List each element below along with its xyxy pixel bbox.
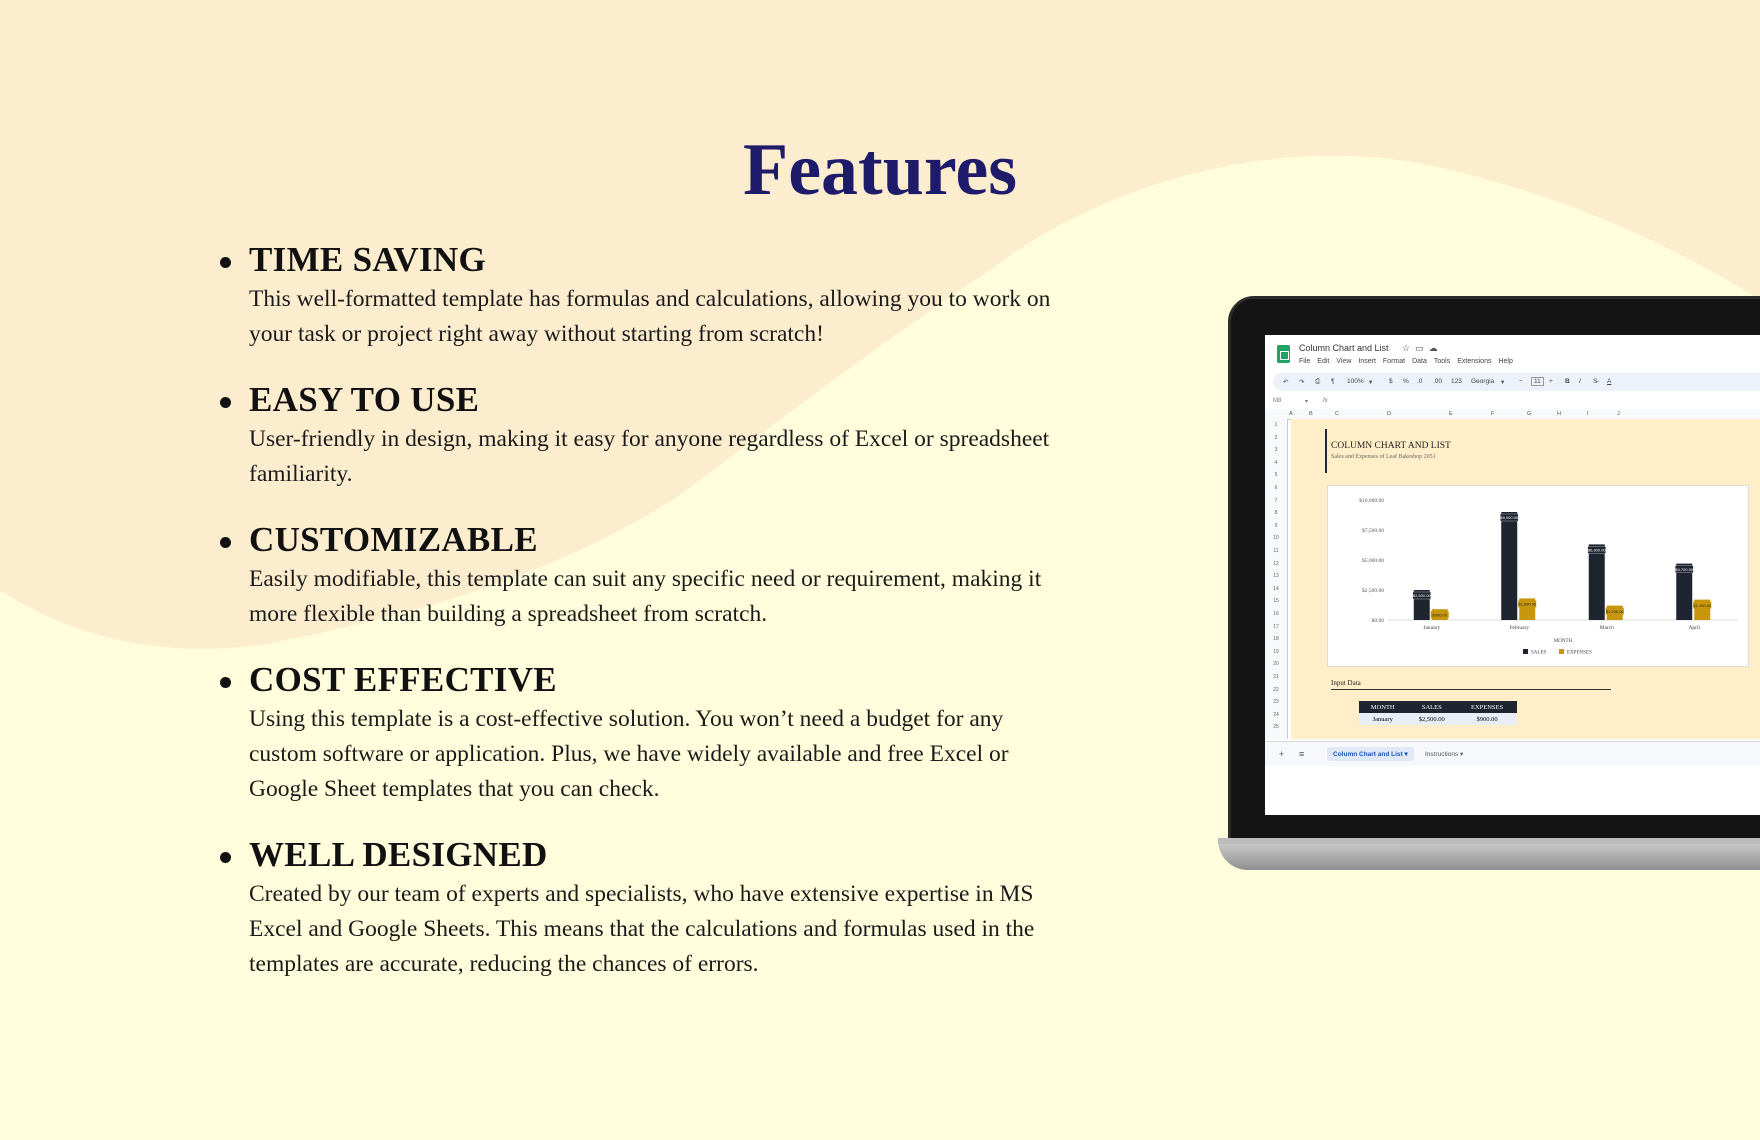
data-label: $900.00 [1432, 612, 1447, 618]
feature-item [220, 240, 1180, 352]
feature-description-line: Created by our team of experts and specialists, who have extensive expertise in MS [249, 881, 1034, 907]
menu-item[interactable]: Tools [1433, 358, 1451, 365]
table-cell[interactable]: $900.00 [1457, 713, 1517, 725]
y-tick-label: $7,500.00 [1362, 528, 1384, 534]
column-header[interactable]: G [1527, 411, 1532, 417]
table-header-cell[interactable]: MONTH [1359, 701, 1406, 713]
row-header[interactable]: 20 [1273, 661, 1279, 668]
feature-description-line: Excel and Google Sheets. This means that the calculations and formulas used in the [249, 916, 1035, 942]
x-tick-label: February [1509, 625, 1530, 631]
column-header[interactable]: B [1309, 411, 1313, 417]
feature-description-line: Google Sheet templates that you can check. [249, 776, 660, 802]
divider [1331, 689, 1611, 690]
row-header[interactable]: 16 [1273, 611, 1279, 617]
formula-bar [1265, 395, 1760, 410]
menu-item[interactable]: Help [1498, 358, 1513, 365]
column-chart[interactable] [1327, 485, 1749, 667]
y-tick-label: $2,500.00 [1362, 588, 1384, 594]
cloud-icon[interactable]: ☁ [1428, 343, 1443, 353]
bullet-icon [220, 677, 231, 688]
laptop-mockup [1218, 296, 1760, 878]
legend-swatch [1523, 649, 1528, 654]
row-header[interactable]: 25 [1273, 724, 1279, 731]
feature-description-line: templates are accurate, reducing the chances of errors. [249, 951, 759, 977]
bullet-icon [220, 537, 231, 548]
feature-description-line: your task or project right away without starting from scratch! [249, 321, 824, 347]
font-size-decrease-button[interactable]: − [1519, 378, 1523, 385]
data-label: $1,200.00 [1605, 608, 1624, 614]
feature-description-line: custom software or application. Plus, we have widely available and free Excel or [249, 741, 1009, 767]
input-data-label[interactable]: Input Data [1331, 679, 1361, 687]
menu-item[interactable]: Insert [1358, 358, 1376, 365]
column-header[interactable]: D [1387, 411, 1391, 417]
currency-button[interactable]: $ [1389, 378, 1393, 385]
x-tick-label: March [1599, 625, 1614, 631]
doc-title-icons [1402, 343, 1443, 354]
data-label: $1,700.00 [1693, 602, 1712, 608]
feature-title: TIME SAVING [249, 240, 487, 279]
menu-item[interactable]: Data [1412, 358, 1427, 365]
row-header[interactable]: 15 [1273, 598, 1279, 605]
feature-description [249, 877, 1180, 982]
bar-sales [1589, 544, 1605, 620]
data-label: $6,300.00 [1587, 547, 1606, 553]
tab-label: Column Chart and List [1333, 751, 1403, 758]
feature-item [220, 520, 1180, 632]
feature-description [249, 562, 1180, 632]
column-header[interactable]: H [1557, 411, 1561, 417]
row-header[interactable]: 24 [1273, 711, 1279, 718]
row-headers [1265, 419, 1288, 739]
row-header[interactable]: 17 [1273, 623, 1279, 630]
row-header[interactable]: 9 [1274, 522, 1278, 529]
row-header[interactable]: 6 [1274, 485, 1278, 491]
sheet-grid[interactable] [1291, 419, 1760, 739]
feature-description [249, 422, 1180, 492]
column-header[interactable]: J [1617, 411, 1620, 417]
strikethrough-icon[interactable]: S̶ [1593, 378, 1598, 385]
tab-label: Instructions [1425, 751, 1459, 758]
features-list [220, 240, 1180, 1010]
table-header-cell[interactable]: EXPENSES [1457, 701, 1517, 713]
column-header[interactable]: I [1587, 411, 1589, 417]
page-title: Features [743, 129, 1017, 211]
row-header[interactable]: 10 [1273, 535, 1279, 542]
input-data-table [1359, 701, 1517, 725]
feature-item [220, 660, 1180, 807]
sheet-tabs [1265, 741, 1760, 766]
laptop-lid [1228, 296, 1760, 862]
feature-description-line: Easily modifiable, this template can suit any specific need or requirement, making it [249, 566, 1042, 592]
feature-title: WELL DESIGNED [249, 835, 548, 874]
font-size-increase-button[interactable]: + [1549, 378, 1553, 385]
bullet-icon [220, 257, 231, 268]
sheet-subtitle[interactable]: Sales and Expenses of Leaf Bakeshop 2051 [1331, 454, 1436, 460]
header-accent-bar [1325, 429, 1327, 473]
tab-instructions[interactable]: Instructions ▾ [1425, 751, 1464, 758]
menu-item[interactable]: File [1299, 358, 1311, 365]
row-header[interactable]: 5 [1274, 472, 1278, 479]
menu-item[interactable]: Extensions [1457, 358, 1492, 365]
text-color-icon[interactable]: A [1607, 378, 1612, 385]
number-format-button[interactable]: 123 [1451, 378, 1462, 385]
feature-title: EASY TO USE [249, 380, 480, 419]
menu-item[interactable]: Edit [1317, 358, 1330, 365]
font-size-input[interactable]: 11 [1531, 377, 1544, 386]
data-label: $4,700.00 [1675, 566, 1694, 572]
data-label: $9,000.00 [1500, 515, 1519, 521]
undo-icon[interactable]: ↶ [1283, 379, 1289, 386]
zoom-select[interactable]: 100% [1347, 378, 1364, 385]
bullet-icon [220, 397, 231, 408]
row-header[interactable]: 11 [1273, 548, 1279, 554]
row-header[interactable]: 22 [1273, 686, 1279, 693]
x-tick-label: January [1423, 625, 1441, 631]
row-header[interactable]: 1 [1274, 422, 1278, 428]
table-cell[interactable]: January [1359, 713, 1406, 725]
feature-description-line: This well-formatted template has formulas and calculations, allowing you to work on [249, 286, 1051, 312]
row-header[interactable]: 19 [1273, 648, 1279, 655]
name-box[interactable]: M8 [1273, 398, 1282, 404]
all-sheets-icon[interactable]: ≡ [1299, 749, 1305, 759]
x-axis-label: MONTH [1553, 639, 1573, 644]
increase-decimal-button[interactable]: .00 [1433, 378, 1443, 385]
column-header[interactable]: F [1491, 411, 1495, 417]
paint-format-icon[interactable]: ¶ [1331, 378, 1335, 385]
row-header[interactable]: 14 [1273, 585, 1279, 592]
laptop-base-edge [1218, 838, 1760, 844]
row-header[interactable]: 7 [1274, 497, 1278, 504]
star-icon[interactable]: ☆ [1402, 343, 1416, 353]
feature-description-line: Using this template is a cost-effective solution. You won’t need a budget for any [249, 706, 1004, 732]
feature-description-line: familiarity. [249, 461, 353, 487]
menu-item[interactable]: Format [1382, 358, 1406, 365]
table-header-cell[interactable]: SALES [1406, 701, 1457, 713]
row-header[interactable]: 18 [1273, 636, 1279, 643]
toolbar [1273, 373, 1760, 391]
document-title[interactable]: Column Chart and List [1299, 343, 1389, 353]
fx-icon: fx [1323, 398, 1328, 404]
percent-button[interactable]: % [1403, 378, 1409, 385]
table-row [1359, 713, 1517, 725]
google-sheets-icon[interactable] [1277, 345, 1290, 363]
column-header[interactable]: E [1449, 411, 1453, 417]
chart-svg [1328, 486, 1748, 666]
row-header[interactable]: 2 [1274, 434, 1278, 441]
legend-swatch [1559, 649, 1564, 654]
redo-icon[interactable]: ↷ [1299, 379, 1305, 386]
data-label: $2,500.00 [1412, 593, 1431, 599]
row-header[interactable]: 3 [1274, 447, 1278, 454]
column-header[interactable]: A [1289, 411, 1293, 417]
feature-description-line: more flexible than building a spreadsheet from scratch. [249, 601, 768, 627]
chevron-down-icon[interactable]: ▾ [1501, 379, 1505, 386]
row-header[interactable]: 21 [1273, 674, 1279, 680]
y-tick-label: $5,000.00 [1362, 558, 1384, 564]
folder-icon[interactable]: ▭ [1415, 343, 1429, 353]
row-header[interactable]: 4 [1274, 459, 1278, 466]
y-tick-label: $0.00 [1371, 618, 1384, 624]
data-label: $1,800.00 [1518, 601, 1537, 607]
menu-item[interactable]: View [1336, 358, 1352, 365]
feature-title: COST EFFECTIVE [249, 660, 557, 699]
feature-item [220, 835, 1180, 982]
sheet-title[interactable]: COLUMN CHART AND LIST [1331, 441, 1451, 451]
bullet-icon [220, 852, 231, 863]
bold-button[interactable]: B [1565, 378, 1570, 385]
row-header[interactable]: 12 [1273, 560, 1279, 567]
decrease-decimal-button[interactable]: .0 [1417, 378, 1423, 385]
tab-column-chart-and-list[interactable]: Column Chart and List ▾ [1327, 747, 1414, 761]
row-header[interactable]: 13 [1273, 573, 1279, 580]
chevron-down-icon[interactable]: ▾ [1369, 379, 1373, 386]
print-icon[interactable]: ⎙ [1315, 378, 1321, 385]
italic-button[interactable]: I [1579, 378, 1581, 385]
legend-label: EXPENSES [1567, 650, 1592, 656]
column-header[interactable]: C [1335, 411, 1339, 417]
row-header[interactable]: 8 [1274, 510, 1278, 517]
x-tick-label: April [1688, 625, 1701, 631]
laptop-screen [1265, 335, 1760, 815]
feature-item [220, 380, 1180, 492]
feature-title: CUSTOMIZABLE [249, 520, 538, 559]
legend-label: SALES [1531, 650, 1547, 656]
feature-description-line: User-friendly in design, making it easy for anyone regardless of Excel or spreadsheet [249, 426, 1050, 452]
feature-description [249, 282, 1180, 352]
bar-sales [1501, 512, 1517, 620]
y-tick-label: $10,000.00 [1359, 498, 1384, 504]
table-cell[interactable]: $2,500.00 [1406, 713, 1457, 725]
font-select[interactable]: Georgia [1471, 378, 1495, 385]
row-header[interactable]: 23 [1273, 699, 1279, 706]
add-sheet-button[interactable]: + [1279, 749, 1285, 759]
chevron-down-icon[interactable]: ▾ [1305, 399, 1309, 405]
menu-bar [1299, 358, 1520, 365]
feature-description [249, 702, 1180, 807]
